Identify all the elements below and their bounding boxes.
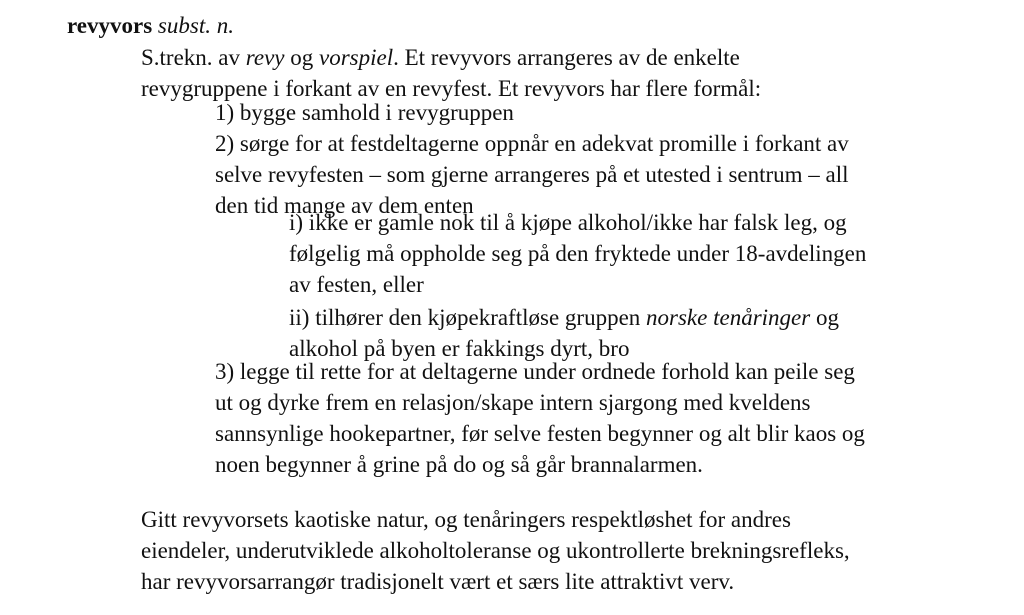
sub-item-text: og [810,305,839,330]
list-item-1 [215,97,514,128]
definition-text: S.trekn. av [141,45,246,70]
definition-paragraph [141,42,761,104]
list-item-line: 2) sørge for at festdeltagerne oppnår en adekvat promille i forkant av [215,131,849,156]
list-item-line: 1) bygge samhold i revygruppen [215,100,514,125]
list-item-3 [215,356,865,480]
term-revy: revy [245,45,285,70]
sub-item-ii [289,302,839,364]
sub-item-i [289,207,866,300]
headword: revyvors [67,13,153,38]
closing-line: Gitt revyvorsets kaotiske natur, og tenåringers respektløshet for andres [141,507,791,532]
sub-item-text: ii) tilhører den kjøpekraftløse gruppen [289,305,647,330]
sub-item-line: i) ikke er gamle nok til å kjøpe alkohol/ikke har falsk leg, og [289,210,847,235]
list-item-line: noen begynner å grine på do og så går brannalarmen. [215,452,703,477]
list-item-line: selve revyfesten – som gjerne arrangeres på et utested i sentrum – all [215,162,849,187]
definition-line: revygruppene i forkant av en revyfest. Et revyvors har flere formål: [141,76,762,101]
closing-paragraph [141,504,850,597]
sub-item-line: alkohol på byen er fakkings dyrt, bro [289,336,630,361]
closing-line: har revyvorsarrangør tradisjonelt vært et særs lite attraktivt verv. [141,569,735,594]
definition-line [141,42,761,73]
list-item-line: sannsynlige hookepartner, før selve festen begynner og alt blir kaos og [215,421,865,446]
term-norske-tenaringer: norske tenåringer [646,305,811,330]
sub-item-line: av festen, eller [289,272,424,297]
closing-line: eiendeler, underutviklede alkoholtoleranse og ukontrollerte brekningsrefleks, [141,538,850,563]
part-of-speech: subst. n. [157,13,234,38]
definition-text: og [284,45,319,70]
sub-item-line: følgelig må oppholde seg på den fryktede under 18-avdelingen [289,241,867,266]
definition-text: . Et revyvors arrangeres av de enkelte [393,45,740,70]
entry-header [67,10,234,41]
list-item-line: 3) legge til rette for at deltagerne under ordnede forhold kan peile seg [215,359,855,384]
sub-item-line [289,302,839,333]
list-item-line: den tid mange av dem enten [215,193,474,218]
list-item-line: ut og dyrke frem en relasjon/skape intern sjargong med kveldens [215,390,811,415]
term-vorspiel: vorspiel [319,45,394,70]
